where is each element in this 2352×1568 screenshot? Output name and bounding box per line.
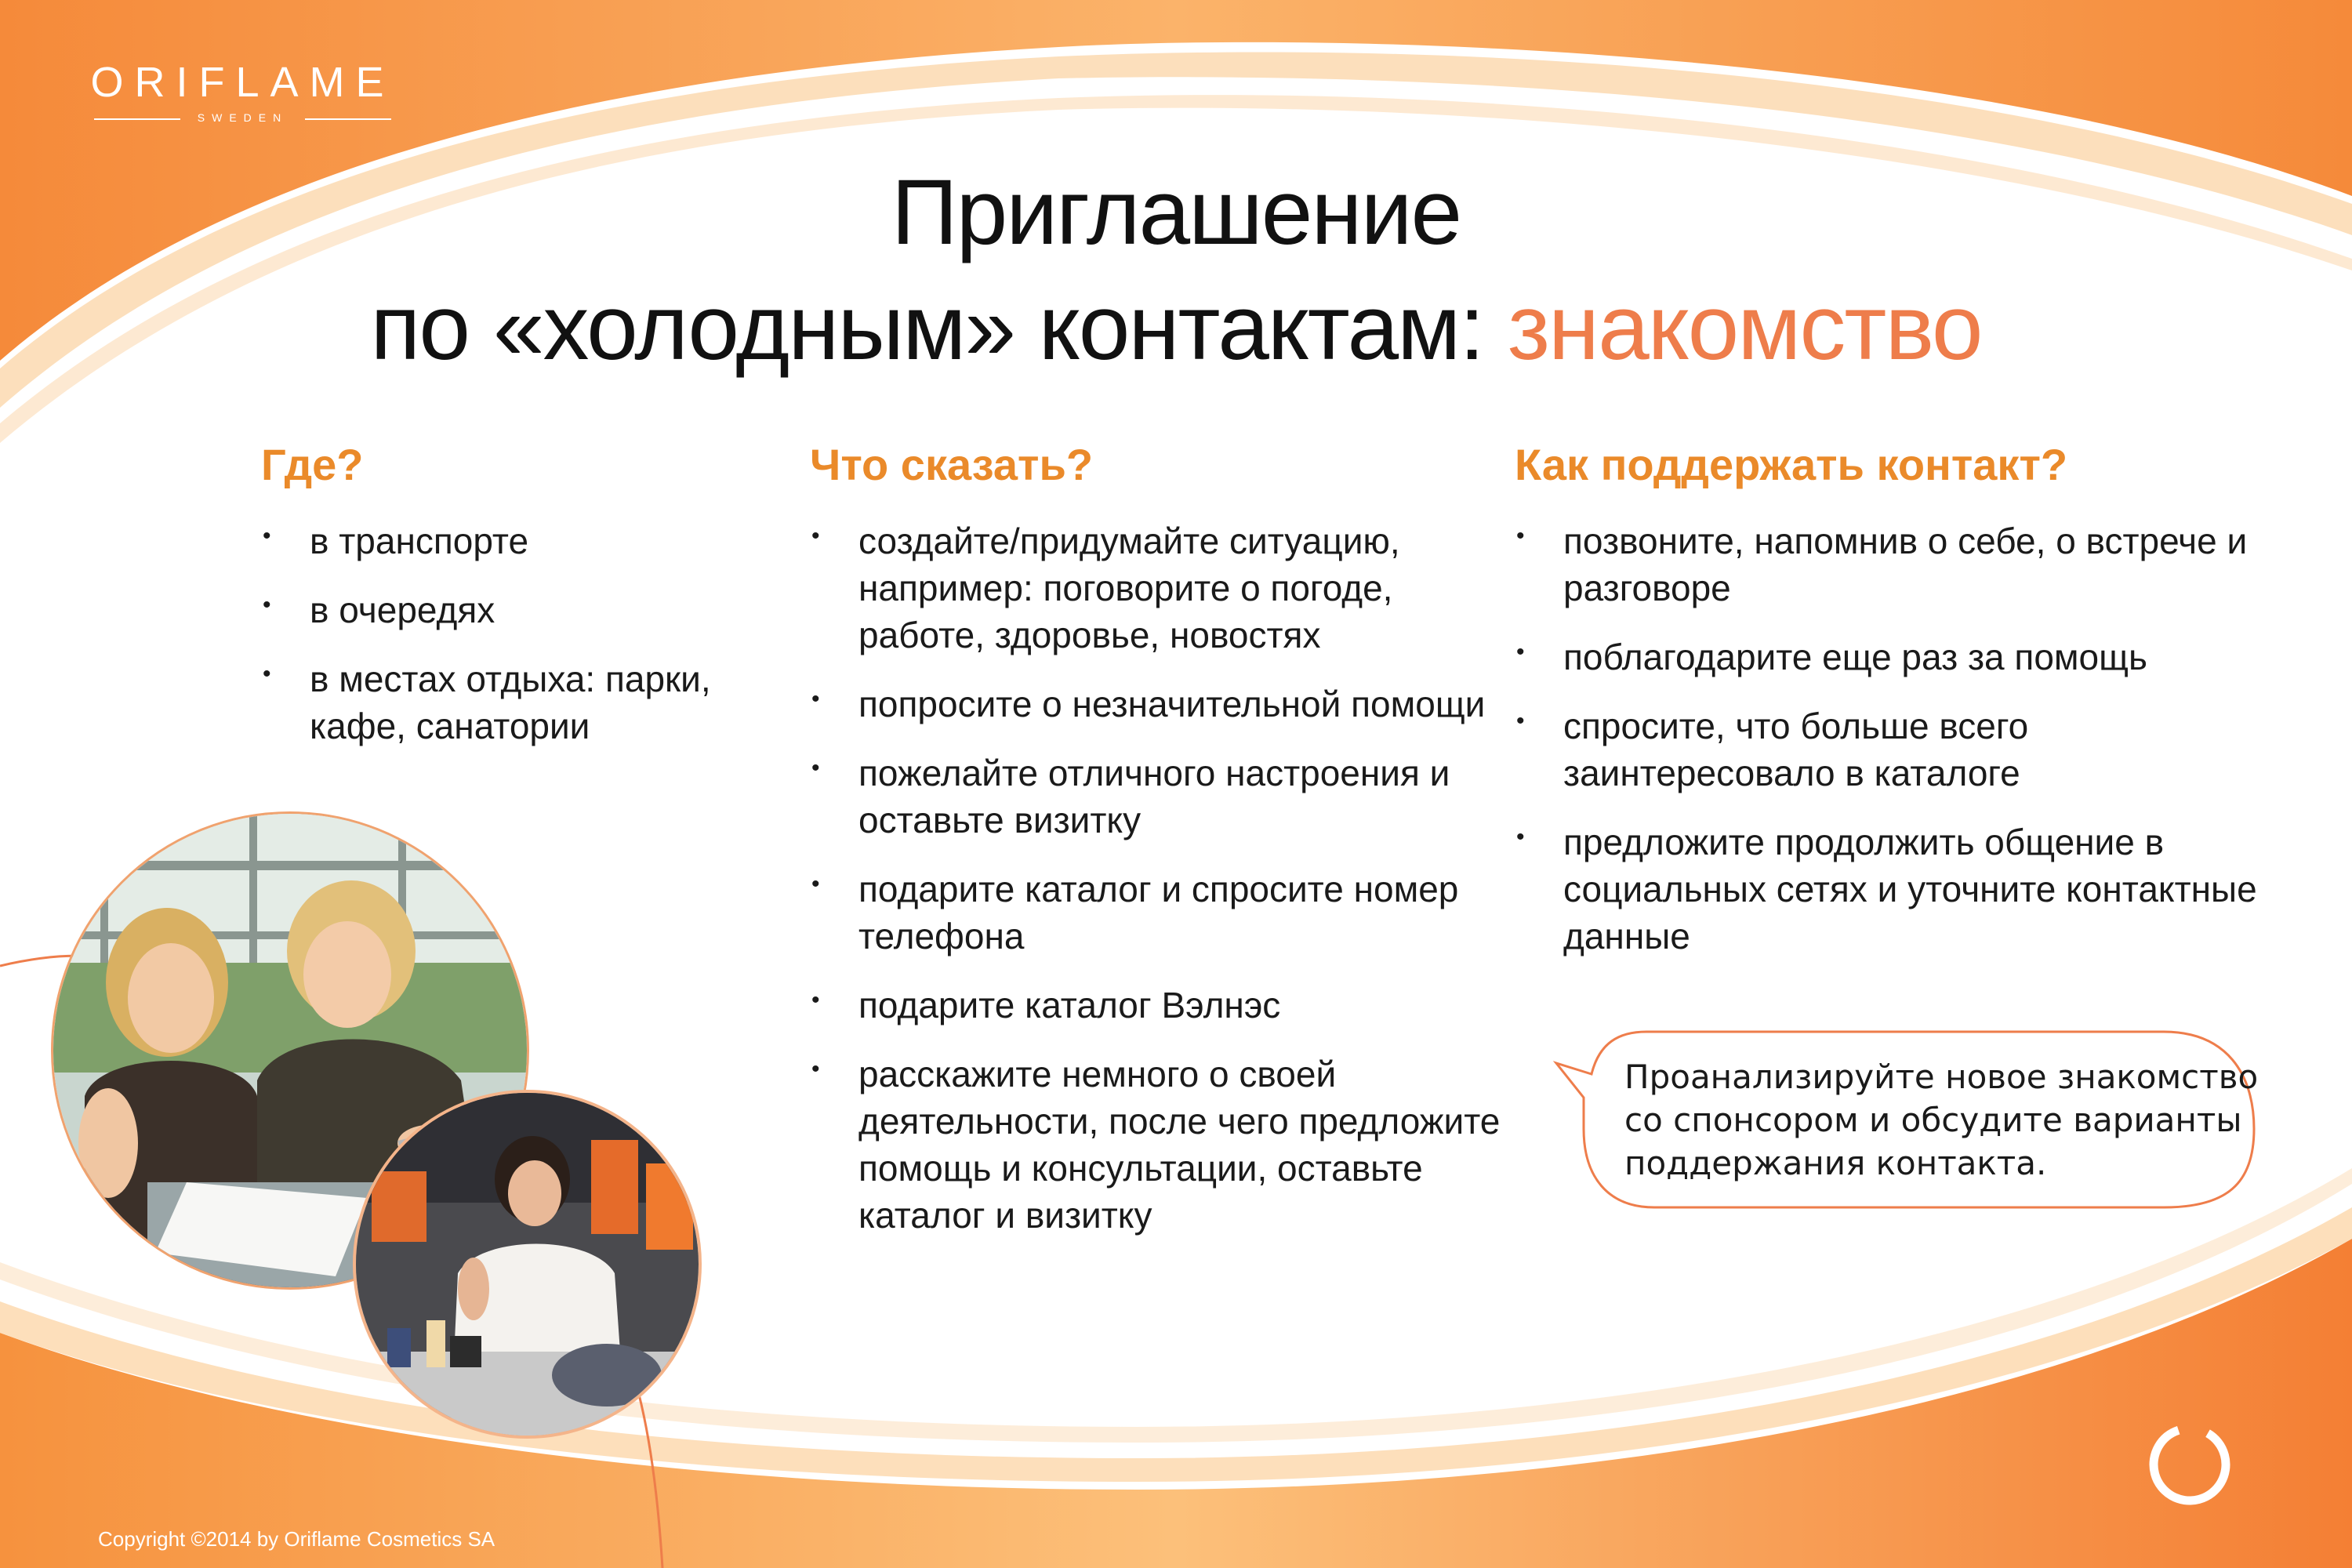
list-where xyxy=(261,517,771,771)
list-item: • подарите каталог Вэлнэс xyxy=(810,982,1515,1029)
list-item: • спросите, что больше всего заинтересовало в каталоге xyxy=(1515,702,2267,797)
list-what-to-say xyxy=(810,517,1515,1261)
oriflame-ring-icon xyxy=(2143,1417,2237,1512)
bullet-icon: • xyxy=(811,523,820,549)
title-accent: знакомство xyxy=(1507,276,1982,379)
list-item: • расскажите немного о своей деятельности, после чего предложите помощь и консультации, оставьте каталог и визитку xyxy=(810,1051,1515,1239)
list-keep-contact xyxy=(1515,517,2267,982)
column-heading-keep-contact: Как поддержать контакт? xyxy=(1515,440,2068,489)
list-item: • поблагодарите еще раз за помощь xyxy=(1515,633,2267,681)
bullet-icon: • xyxy=(811,755,820,781)
copyright-text: Copyright ©2014 by Oriflame Cosmetics SA xyxy=(98,1527,495,1551)
logo-subtitle: SWEDEN xyxy=(197,111,289,124)
bullet-icon: • xyxy=(811,686,820,712)
list-item: • попросите о незначительной помощи xyxy=(810,681,1515,728)
logo-line-right xyxy=(305,118,391,120)
photo-woman-cosmetics xyxy=(353,1090,702,1439)
list-item: • в местах отдыха: парки, кафе, санатории xyxy=(261,655,771,750)
column-heading-where: Где? xyxy=(261,440,364,489)
bullet-icon: • xyxy=(1516,708,1525,734)
bullet-icon: • xyxy=(1516,824,1525,850)
bullet-icon: • xyxy=(811,1056,820,1082)
slide-title-line1: Приглашение xyxy=(891,161,1461,264)
bullet-icon: • xyxy=(811,987,820,1013)
bullet-icon: • xyxy=(263,592,271,618)
bullet-icon: • xyxy=(1516,639,1525,665)
list-item: • создайте/придумайте ситуацию, например: поговорите о погоде, работе, здоровье, новостях xyxy=(810,517,1515,659)
oriflame-logo xyxy=(88,58,397,129)
list-item: • предложите продолжить общение в социальных сетях и уточните контактные данные xyxy=(1515,818,2267,960)
bullet-icon: • xyxy=(811,871,820,897)
list-item: • подарите каталог и спросите номер телефона xyxy=(810,866,1515,960)
list-item: • в очередях xyxy=(261,586,771,633)
slide-title-line2 xyxy=(0,276,2352,379)
list-item: • позвоните, напомнив о себе, о встрече и разговоре xyxy=(1515,517,2267,612)
callout-bubble-text: Проанализируйте новое знакомство со спонсором и обсудите варианты поддержания контакта. xyxy=(1624,1058,2259,1182)
column-heading-what-to-say: Что сказать? xyxy=(810,440,1094,489)
list-item: • в транспорте xyxy=(261,517,771,564)
logo-wordmark: ORIFLAME xyxy=(90,59,395,106)
title-text: по «холодным» контактам: xyxy=(370,276,1508,379)
bullet-icon: • xyxy=(1516,523,1525,549)
bullet-icon: • xyxy=(263,523,271,549)
list-item: • пожелайте отличного настроения и оставьте визитку xyxy=(810,750,1515,844)
bullet-icon: • xyxy=(263,661,271,687)
